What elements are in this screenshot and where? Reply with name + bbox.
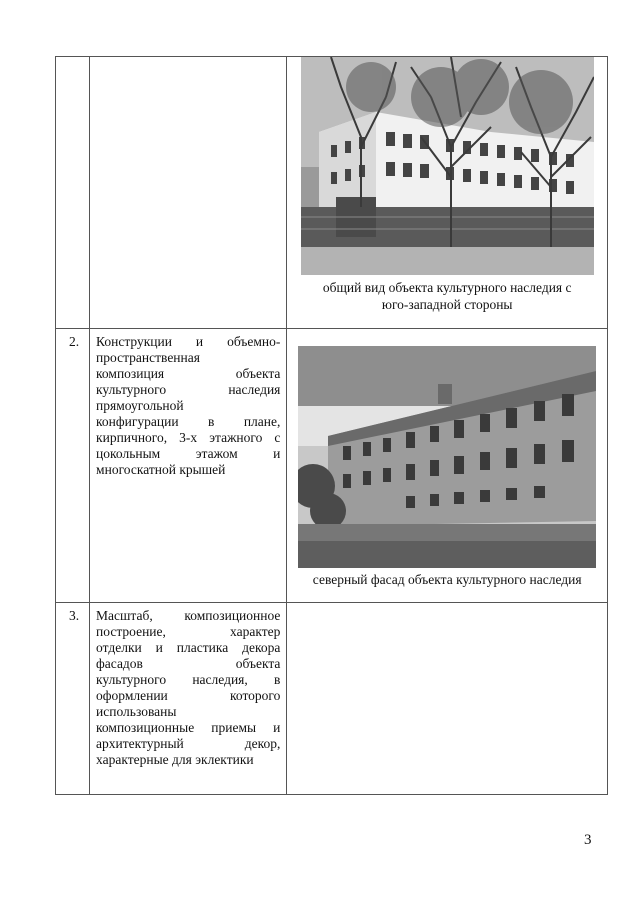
description-line: Масштаб, композиционное <box>96 608 281 623</box>
description-line: пространственная <box>96 350 200 365</box>
description-line: использованы <box>96 704 177 719</box>
description-line: оформлении которого <box>96 688 281 703</box>
empty-photo-cell <box>287 603 608 795</box>
photo-caption <box>287 279 607 313</box>
description-line: цокольным этажом и <box>96 446 281 461</box>
photo-caption <box>287 571 607 588</box>
row-number: 2. <box>56 329 90 603</box>
description-line: Конструкции и объемно- <box>96 334 281 349</box>
description-line: отделки и пластика декора <box>96 640 281 655</box>
table-row <box>56 57 608 329</box>
description-line: характерные для эклектики <box>96 752 254 767</box>
description-line: прямоугольной <box>96 398 184 413</box>
page-number: 3 <box>584 832 592 848</box>
description-line: фасадов объекта <box>96 656 281 671</box>
row-number: 3. <box>56 603 90 795</box>
table-row <box>56 603 608 795</box>
building-photo-southwest <box>301 57 594 275</box>
photo-cell <box>287 57 608 329</box>
description-line: кирпичного, 3-х этажного с <box>96 430 281 445</box>
description-line: культурного наследия <box>96 382 281 397</box>
caption-line: северный фасад объекта культурного наследия <box>312 572 582 587</box>
row-description <box>90 603 287 795</box>
row-description <box>90 329 287 603</box>
description-line: построение, характер <box>96 624 281 639</box>
description-line: композиция объекта <box>96 366 281 381</box>
photo-cell <box>287 329 608 603</box>
heritage-table <box>55 56 608 795</box>
description-line: конфигурации в плане, <box>96 414 281 429</box>
row-number <box>56 57 90 329</box>
caption-line: юго-западной стороны <box>381 297 513 312</box>
description-line: архитектурный декор, <box>96 736 281 751</box>
description-line: композиционные приемы и <box>96 720 281 735</box>
description-line: культурного наследия, в <box>96 672 281 687</box>
building-photo-north-facade <box>298 346 596 568</box>
table-row <box>56 329 608 603</box>
caption-line: общий вид объекта культурного наследия с <box>322 280 572 295</box>
description-line: многоскатной крышей <box>96 462 226 477</box>
row-description <box>90 57 287 329</box>
